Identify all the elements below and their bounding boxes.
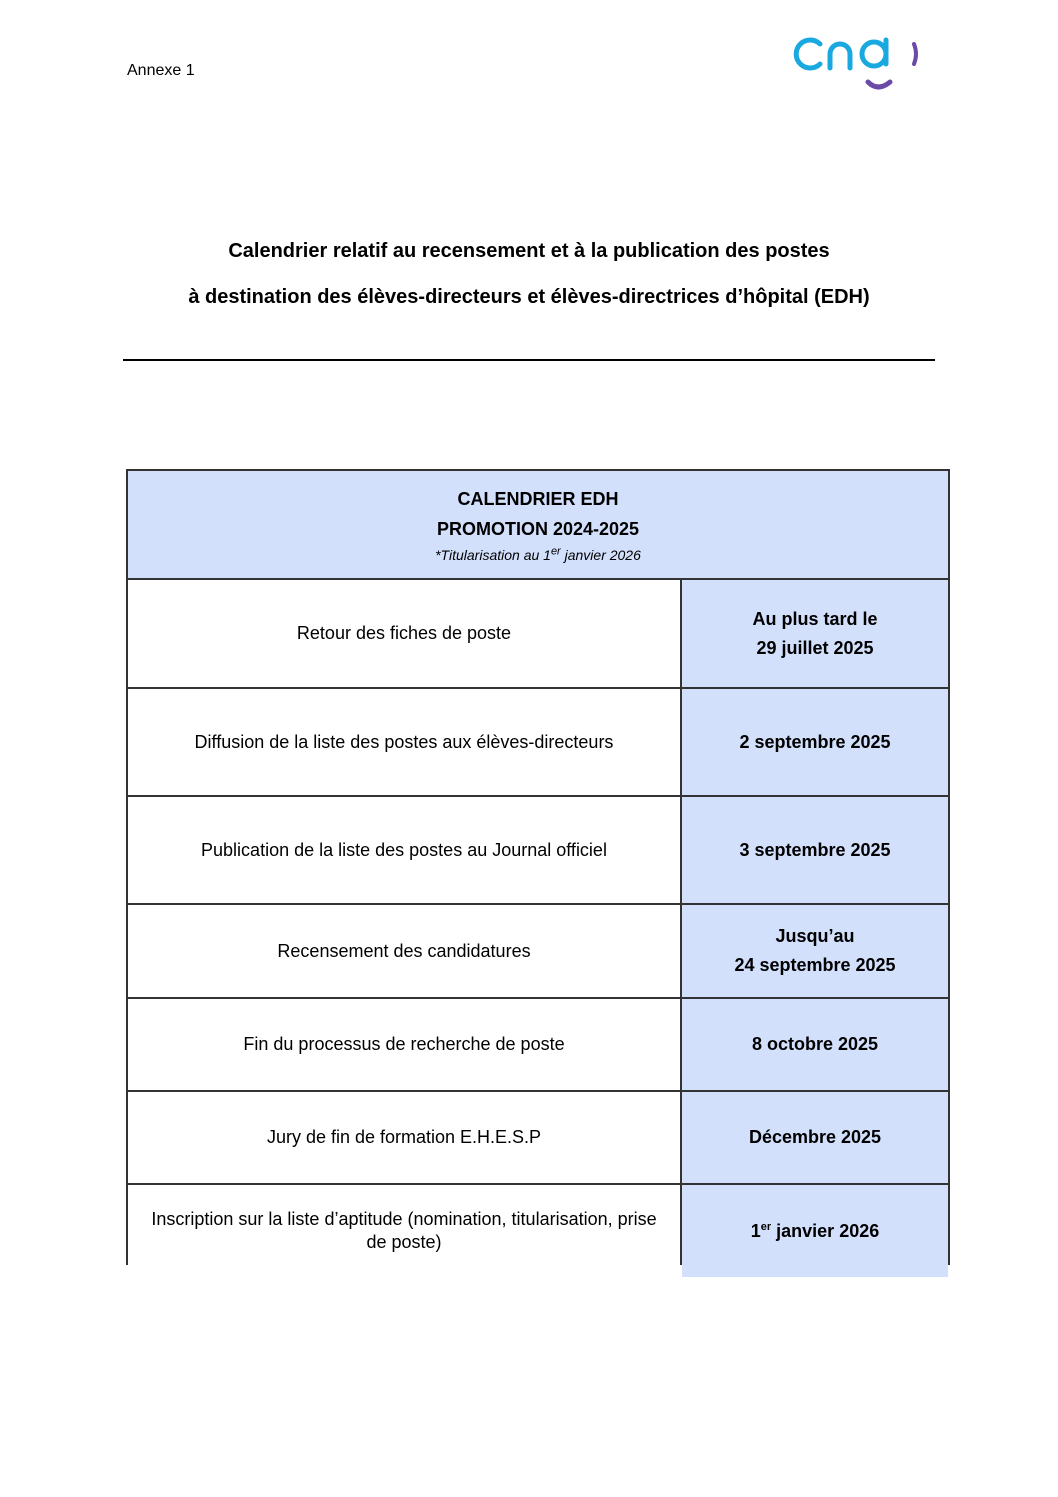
step-cell: Diffusion de la liste des postes aux élèves-directeurs (128, 689, 680, 795)
step-cell: Jury de fin de formation E.H.E.S.P (128, 1092, 680, 1183)
step-cell: Retour des fiches de poste (128, 580, 680, 687)
cng-logo (790, 34, 922, 96)
document-title-line-2: à destination des élèves-directeurs et élèves-directrices d’hôpital (EDH) (188, 286, 870, 308)
document-title-line-1: Calendrier relatif au recensement et à la publication des postes (228, 240, 830, 262)
calendar-note: *Titularisation au 1er janvier 2026 (435, 544, 641, 563)
date-cell: Décembre 2025 (682, 1092, 948, 1183)
date-cell: 8 octobre 2025 (682, 999, 948, 1090)
calendar-promotion: PROMOTION 2024-2025 (436, 518, 640, 539)
calendar-heading: CALENDRIER EDH (457, 488, 619, 509)
step-cell: Fin du processus de recherche de poste (128, 999, 680, 1090)
date-cell: Jusqu’au 24 septembre 2025 (682, 905, 948, 997)
calendar-table (126, 469, 950, 1265)
date-cell: 2 septembre 2025 (682, 689, 948, 795)
step-cell: Recensement des candidatures (128, 905, 680, 997)
step-cell: Publication de la liste des postes au Journal officiel (128, 797, 680, 903)
date-cell: 1er janvier 2026 (682, 1185, 948, 1277)
title-divider (123, 359, 935, 361)
date-cell: Au plus tard le 29 juillet 2025 (682, 580, 948, 687)
calendar-header (128, 471, 948, 578)
date-cell: 3 septembre 2025 (682, 797, 948, 903)
step-cell: Inscription sur la liste d’aptitude (nomination, titularisation, prise de poste) (128, 1185, 680, 1277)
annexe-label: Annexe 1 (127, 62, 195, 79)
